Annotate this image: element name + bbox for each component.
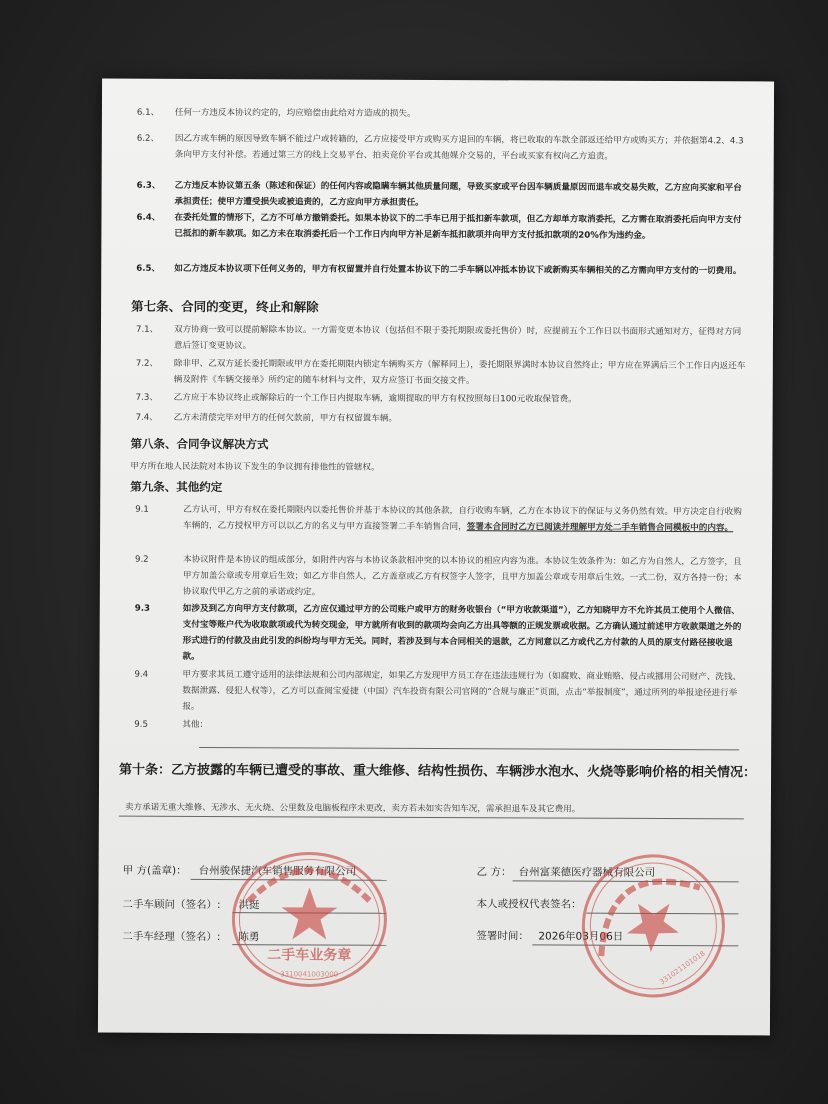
clause-text: 乙方应于本协议终止或解除后的一个工作日内提取车辆，逾期提取的甲方有权按照每日100元收取保管费。 [173, 392, 577, 405]
clause-number: 7.1、 [135, 324, 159, 335]
clause-7-4 [136, 410, 746, 429]
clause-9-5 [134, 717, 744, 736]
clause-text: 任何一方违反本协议约定的，均应赔偿由此给对方造成的损失。 [174, 107, 416, 119]
manager-signature: 陈勇 [238, 931, 260, 944]
clause-text: 乙方违反本协议第五条（陈述和保证）的任何内容或隐瞒车辆其他质量问题，导致买家或平台因车辆质量原因而退车或交易失败，乙方应向买家和平台承担责任；使甲方遭受损失或被追责的，乙方应向甲方承担责任。 [174, 180, 742, 208]
clause-text: 在委托处置的情形下，乙方不可单方撤销委托。如果本协议下的二手车已用于抵扣新车款项，但乙方却单方取消委托，乙方需在取消委托后向甲方支付已抵扣的新车款项。如乙方未在取消委托后一个工作日内向甲方补足新车抵扣款项并向甲方支付抵扣款项的20%作为违约金。 [174, 212, 742, 241]
clause-text: 因乙方或车辆的原因导致车辆不能过户或转籍的，乙方应接受甲方或购买方退回的车辆，将已收取的车款全部返还给甲方或购买方；并依据第4.2、4.3条向甲方支付补偿。若通过第三方的线上交易平台、拍卖竞价平台或其他媒介交易的，平台或买家有权向乙方追责。 [174, 133, 744, 162]
section-8-heading: 第八条、合同争议解决方式 [130, 436, 269, 452]
clause-number: 9.3 [134, 603, 151, 614]
clause-number: 7.3、 [135, 392, 158, 403]
section-10-text: 卖方承诺无重大维修、无涉水、无火烧、公里数及电脑板程序未更改，卖方若未如实告知车况，需承担退车及其它费用。 [124, 802, 581, 815]
clause-6-4 [136, 210, 746, 245]
contract-page [98, 79, 774, 1036]
party-b-name: 台州富莱德医疗器械有限公司 [518, 866, 656, 879]
clause-text: 如涉及到乙方向甲方支付款项，乙方应仅通过甲方的公司账户或甲方的财务收银台（“甲方收款渠道”），乙方知晓甲方不允许其员工使用个人微信、支付宝等账户代为收取款项或代为转交现金，甲方就所有收到的款项均会向乙方出具等额的正规发票或收据。乙方确认通过前述甲方收款渠道之外的形式进行的付款及由此引发的纠纷均与甲方无关。同时，若涉及到与本合同相关的退款，乙方同意以乙方或代乙方付款的人员的原支付路径接收退款。 [182, 603, 742, 662]
clause-text: 本协议附件是本协议的组成部分，如附件内容与本协议条款相冲突的以本协议的相应内容为准。本协议生效条件为：如乙方为自然人，乙方签字，且甲方加盖公章或专用章后生效；如乙方非自然人，乙方盖章或乙方有权签字人签字，且甲方加盖公章或专用章后生效。一式二份，双方各持一份；本协议取代甲乙方之前的承诺或约定。 [182, 554, 742, 598]
clause-6-3 [137, 178, 747, 213]
clause-number: 6.2、 [136, 133, 160, 144]
section-10-heading: 第十条：乙方披露的车辆已遭受的事故、重大维修、结构性损伤、车辆涉水泡水、火烧等影响价格的相关情况： [119, 762, 757, 781]
section-8-text: 甲方所在地人民法院对本协议下发生的争议拥有排他性的管辖权。 [130, 461, 380, 473]
manager-label: 二手车经理（签名）: [122, 930, 221, 944]
clause-number: 6.1、 [136, 107, 160, 118]
party-a-label: 甲 方(盖章)： [122, 864, 187, 877]
clause-number: 6.3、 [136, 180, 161, 191]
clause-text-emphasis: 签署本合同时乙方已阅读并理解甲方处二手车销售合同模板中的内容。 [466, 522, 734, 534]
company-seal-a [230, 849, 389, 990]
clause-text: 双方协商一致可以提前解除本协议。一方需变更本协议（包括但不限于委托期限或委托售价）时，应提前五个工作日以书面形式通知对方，征得对方同意后签订变更协议。 [173, 324, 742, 352]
clause-9-2 [135, 552, 745, 603]
section-9-heading: 第九条、其他约定 [130, 479, 223, 495]
consultant-signature: 洪挺 [238, 899, 260, 912]
consultant-label: 二手车顾问（签名）: [122, 898, 221, 912]
clause-text [183, 502, 745, 536]
section-7-heading: 第七条、合同的变更，终止和解除 [131, 298, 319, 315]
seal-a-number: 3310041003000 [280, 970, 339, 979]
clause-text: 其他： [182, 719, 209, 731]
clause-7-2 [136, 356, 746, 391]
clause-number: 6.4、 [136, 212, 161, 223]
clause-6-1 [137, 105, 747, 124]
clause-text: 如乙方违反本协议项下任何义务的，甲方有权留置并自行处置本协议下的二手车辆以冲抵本协议下或新购买车辆相关的乙方需向甲方支付的一切费用。 [174, 263, 742, 277]
clause-number: 7.2、 [135, 358, 159, 369]
clause-number: 6.5、 [136, 263, 161, 274]
clause-text: 乙方未清偿完毕对甲方的任何欠款前，甲方有权留置车辆。 [173, 412, 398, 424]
other-terms-line [199, 747, 739, 750]
clause-number: 7.4、 [135, 412, 158, 423]
date-label: 签署时间： [476, 930, 529, 943]
company-seal-b [578, 851, 729, 1002]
clause-number: 9.2 [134, 554, 149, 565]
clause-text-plain: 乙方认可，甲方有权在委托期限内以委托售价并基于本协议的其他条款，自行收购车辆，乙方在本协议下的保证与义务仍然有效。甲方决定自行收购车辆的，乙方授权甲方可以以乙方的名义与甲方直接签署二手车销售合同， [183, 504, 742, 533]
clause-7-1 [136, 322, 746, 357]
clause-number: 9.1 [135, 504, 149, 515]
clause-7-3 [136, 390, 746, 409]
clause-9-4 [134, 667, 744, 718]
party-a-name: 台州骏保捷汽车销售服务有限公司 [198, 864, 357, 878]
clause-6-5 [136, 261, 746, 280]
clause-9-1 [135, 502, 745, 537]
date-value: 2026年03月06日 [538, 930, 624, 943]
clause-9-3 [135, 601, 745, 668]
seal-a-text: 二手车业务章 [267, 947, 352, 964]
section-10-line [119, 816, 744, 820]
clause-text: 甲方要求其员工遵守适用的法律法规和公司内部规定，如果乙方发现甲方员工存在违法违规行为（如腐败、商业贿赂、侵占或挪用公司财产、洗钱、数据泄露、侵犯人权等），乙方可以查阅宝爱捷（中国）汽车投资有限公司官网的“合规与廉正”页面，点击“举报制度”，通过所列的举报途径进行举报。 [182, 669, 742, 712]
clause-number: 9.5 [134, 719, 148, 730]
clause-number: 9.4 [134, 669, 149, 680]
representative-label: 本人或授权代表签名： [476, 898, 582, 911]
clause-6-2 [137, 131, 747, 166]
clause-text: 除非甲、乙双方延长委托期限或甲方在委托期限内锁定车辆购买方（解释同上），委托期限界满时本协议自然终止；甲方应在界满后三个工作日内返还车辆及附件《车辆交接单》所约定的随车材料与文件，双方应签订书面交接文件。 [173, 358, 746, 387]
party-b-label: 乙 方： [476, 866, 512, 879]
seal-b-number: 331021101018 [658, 949, 707, 987]
